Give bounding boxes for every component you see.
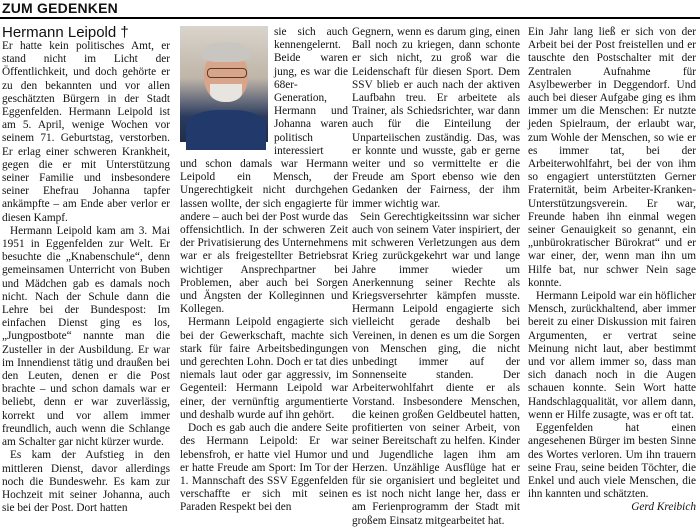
paragraph: sie sich auch kennengelernt. Beide waren jung, es war die 68er-Generation, Hermann und Johanna waren politisch interessiert <box>274 26 348 157</box>
paragraph: Hermann Leipold engagierte sich bei der Gewerkschaft, machte sich stark für faire Arbeitsbedingungen und gerechten Lohn. Doch er tat dies niemals laut oder gar aggressiv, im Gegenteil: Hermann Leipold war einer, der vernünftig argumentierte und deshalb wurde auf ihn gehört. <box>180 316 348 421</box>
author-signature: Gerd Kreibich <box>631 501 696 514</box>
paragraph: Hermann Leipold war ein höflicher Mensch, zurückhaltend, aber immer bereit zu einer Diskussion mit fairen Argumenten, er vertrat seine Meinung nicht laut, aber bestimmt und vor allem immer so, dass man sich danach noch in die Augen schauen konnte. Sein Wort hatte Handschlagqualität, vor allem dann, wenn er Hilfe zusagte, was er oft tat. <box>528 290 696 421</box>
portrait-photo <box>180 26 268 142</box>
paragraph: Hermann Leipold kam am 3. Mai 1951 in Eggenfelden zur Welt. Er besuchte die „Knabenschule“, denn gemeinsamen Unterricht von Buben und Mädchen gab es damals noch nicht. Nach der Schule dann die Lehre bei der Bundespost: Im einfachen Dienst ging es los, „Jungpostbote“ nannte man die Zusteller in der Ausbildung. Er war im Innendienst tätig und draußen bei den Leuten, denen er die Post brachte – und schon damals war er beliebt, denn er war zuverlässig, korrekt und vor allem immer freundlich, auch wenn die Schlange am Schalter gar nicht kürzer wurde. <box>2 224 170 449</box>
paragraph: Es kam der Aufstieg in den mittleren Dienst, davor allerdings noch die Bundeswehr. Es kam zur Hochzeit mit seiner Johanna, auch sie bei der Post. Dort hatten <box>2 449 170 515</box>
paragraph: Ein Jahr lang ließ er sich von der Arbeit bei der Post freistellen und er tauschte den Postschalter mit der Zentralen Aufnahme für Asylbewerber in Deggendorf. Und auch bei dieser Aufgabe ging es ihm immer um die Menschen: Er nutzte jeden Spielraum, der erlaubt war, zum Wohle der Menschen, so wie er es immer tat, bei der Arbeiterwohlfahrt, bei der von ihm so engagiert unterstützten Gerner Fraternität, beim Arbeiter-Kranken-Unterstützungsverein. Er war, Freunde haben ihn einmal wegen seiner Genauigkeit so genannt, ein „unbürokratischer Bürokrat“ und er war einer, der, wenn man ihn um Hilfe bat, nur schwer Nein sage konnte. <box>528 26 696 289</box>
rubric-bar <box>0 0 700 19</box>
paragraph: Sein Gerechtigkeitssinn war sicher auch von seinem Vater inspiriert, der mit schweren Verletzungen aus dem Krieg zurückgekehrt war und lange Jahre immer wieder um Anerkennung seiner Rechte als Kriegsversehrter kämpfen musste. Hermann Leipold engagierte sich vielleicht gerade deshalb bei Vereinen, in denen es um die Sorgen von Menschen ging, die nicht unbedingt immer auf der Sonnenseite standen. Der Arbeiterwohlfahrt diente er als Vorstand. Insbesondere Menschen, die keinen großen Geldbeutel hatten, profitierten von seiner Arbeit, von seiner Bereitschaft zu helfen. Kinder und Jugendliche lagen ihm am Herzen. Unzählige Ausflüge hat er für sie organisiert und begleitet und es ist noch nicht lange her, dass er am Ferienprogramm der Stadt mit großem Einsatz mitgearbeitet hat. <box>352 210 520 527</box>
article-headline: Hermann Leipold † <box>2 24 129 41</box>
rubric-title: ZUM GEDENKEN <box>2 0 118 16</box>
paragraph: Eggenfelden hat einen angesehenen Bürger im besten Sinne des Wortes verloren. Um ihn trauern seine Frau, seine beiden Töchter, die Enkel und auch viele Menschen, die ihn kannten und schätzten. <box>528 422 696 501</box>
article-column-3 <box>352 26 520 527</box>
article-column-1 <box>2 40 170 518</box>
paragraph: Er hatte kein politisches Amt, er stand nicht im Licht der Öffentlichkeit, und doch gehörte er zu den bekannten und vor allen geschätzten Bürgern in der Stadt Eggenfelden. Hermann Leipold ist am 5. April, wenige Wochen vor seinem 71. Geburtstag, verstorben. Er erlag einer schweren Krankheit, gegen die er mit Unterstützung seiner Familie und insbesondere seiner Ehefrau Johanna tapfer ankämpfte – am Ende aber verlor er diesen Kampf. <box>2 40 170 224</box>
article-column-4 <box>528 26 696 518</box>
paragraph: und schon damals war Hermann Leipold ein Mensch, der Ungerechtigkeit nicht durchgehen lassen wollte, der sich engagierte für andere – auch bei der Post wurde das offensichtlich. In der schweren Zeit der Privatisierung des Unternehmens war er als freigestellter Betriebsrat wichtiger Ansprechpartner bei Problemen, aber auch bei Sorgen und Ängsten der Kolleginnen und Kollegen. <box>180 158 348 316</box>
paragraph: Doch es gab auch die andere Seite des Hermann Leipold: Er war lebensfroh, er hatte viel Humor und er hatte Freude am Sport: Im Tor der 1. Mannschaft des SSV Eggenfelden verschaffte er sich mit seinen Paraden Respekt bei den <box>180 422 348 514</box>
article-column-2 <box>180 26 348 518</box>
paragraph: Gegnern, wenn es darum ging, einen Ball noch zu kriegen, dann schonte er sich nicht, zu groß war die Leidenschaft für diesen Sport. Dem SSV blieb er auch nach der aktiven Laufbahn treu. Er arbeitete als Trainer, als Schiedsrichter, war dann auch für die Einteilung der Unparteiischen zuständig. Das, was er konnte und wusste, gab er gerne weiter und so vermittelte er die Freude am Sport ebenso wie den Gedanken der Fairness, der ihm immer wichtig war. <box>352 26 520 210</box>
